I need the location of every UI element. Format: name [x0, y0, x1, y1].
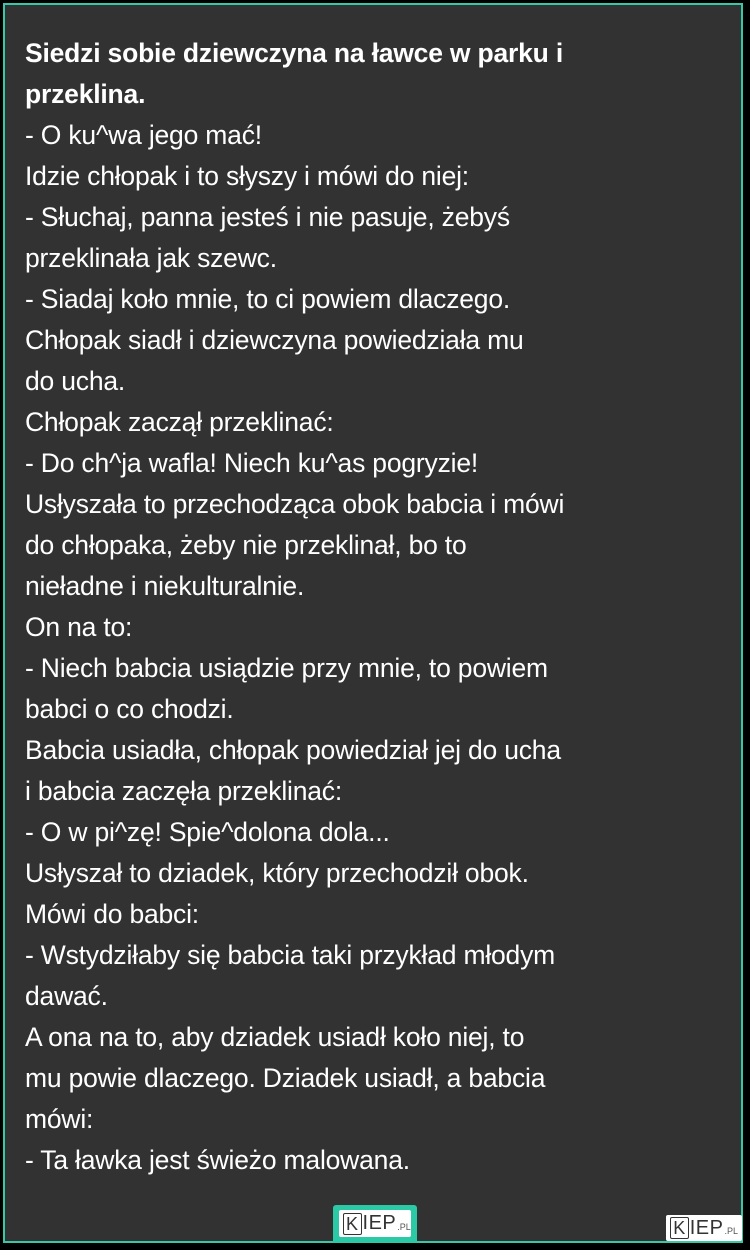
joke-line: do chłopaka, żeby nie przeklinał, bo to — [25, 530, 467, 560]
joke-line: i babcia zaczęła przeklinać: — [25, 776, 342, 806]
joke-line: A ona na to, aby dziadek usiadł koło niej, to — [25, 1022, 525, 1052]
kiep-logo-text: IEP — [362, 1212, 397, 1234]
joke-line: - Wstydziłaby się babcia taki przykład młodym — [25, 940, 556, 970]
joke-line: - Siadaj koło mnie, to ci powiem dlaczego. — [25, 284, 511, 314]
joke-line: Usłyszała to przechodząca obok babcia i mówi — [25, 489, 565, 519]
kiep-corner-k: K — [670, 1217, 689, 1239]
joke-line: do ucha. — [25, 366, 126, 396]
kiep-logo-corner — [666, 1215, 742, 1241]
title-line-1: Siedzi sobie dziewczyna na ławce w parku i — [25, 38, 563, 68]
joke-line: dawać. — [25, 981, 108, 1011]
kiep-corner-tld: .PL — [724, 1226, 738, 1236]
joke-line: przeklinała jak szewc. — [25, 243, 277, 273]
joke-text — [25, 33, 737, 1181]
kiep-logo-badge — [339, 1210, 411, 1237]
joke-line: - Ta ławka jest świeżo malowana. — [25, 1145, 410, 1175]
joke-line: Mówi do babci: — [25, 899, 199, 929]
joke-line: On na to: — [25, 612, 133, 642]
joke-title — [25, 33, 737, 115]
joke-line: - Niech babcia usiądzie przy mnie, to powiem — [25, 653, 548, 683]
joke-line: mu powie dlaczego. Dziadek usiadł, a babcia — [25, 1063, 546, 1093]
joke-line: Chłopak siadł i dziewczyna powiedziała mu — [25, 325, 524, 355]
joke-line: Chłopak zaczął przeklinać: — [25, 407, 334, 437]
joke-line: babci o co chodzi. — [25, 694, 234, 724]
joke-line: - Do ch^ja wafla! Niech ku^as pogryzie! — [25, 448, 479, 478]
joke-line: Idzie chłopak i to słyszy i mówi do niej: — [25, 161, 469, 191]
kiep-logo-center — [333, 1205, 417, 1243]
kiep-corner-text: IEP — [689, 1216, 724, 1239]
joke-line: Usłyszał to dziadek, który przechodził obok. — [25, 858, 529, 888]
joke-line: - O ku^wa jego mać! — [25, 120, 262, 150]
joke-line: Babcia usiadła, chłopak powiedział jej do ucha — [25, 735, 561, 765]
kiep-logo-tld: .PL — [397, 1222, 411, 1232]
kiep-logo-k: K — [343, 1213, 362, 1235]
title-line-2: przeklina. — [25, 79, 146, 109]
joke-line: mówi: — [25, 1104, 94, 1134]
joke-line: - O w pi^zę! Spie^dolona dola... — [25, 817, 390, 847]
joke-card — [3, 3, 743, 1243]
joke-line: nieładne i niekulturalnie. — [25, 571, 305, 601]
joke-line: - Słuchaj, panna jesteś i nie pasuje, żebyś — [25, 202, 510, 232]
